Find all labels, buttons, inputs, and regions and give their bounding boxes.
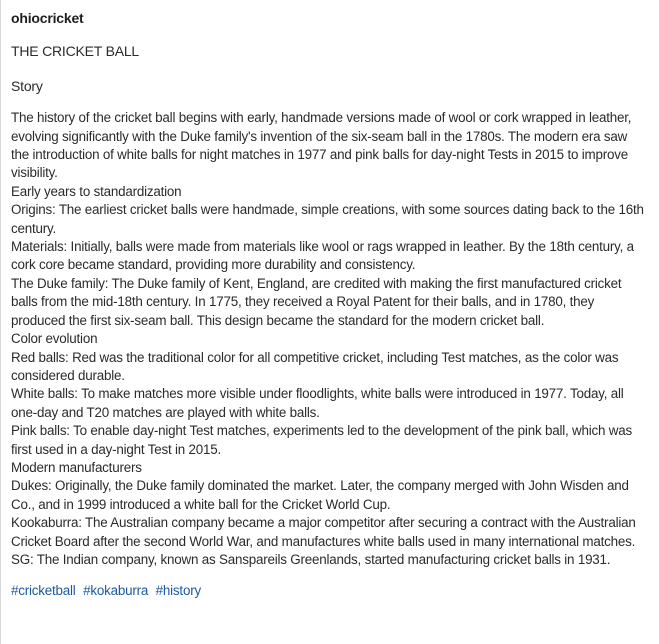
page-title: THE CRICKET BALL <box>11 43 140 60</box>
paragraph-origins: Origins: The earliest cricket balls were handmade, simple creations, with some sources dating back to the 16th century. <box>11 202 644 236</box>
heading-color-evolution: Color evolution <box>11 331 98 347</box>
paragraph-history-intro: The history of the cricket ball begins with early, handmade versions made of wool or cork wrapped in leather, evolving significantly with the Duke family's invention of the six-seam ball in the 1780s. The modern era saw the introduction of white balls for night matches in 1977 and pink balls for day-night Tests in 2015 to improve visibility. <box>11 110 632 181</box>
paragraph-white-balls: White balls: To make matches more visible under floodlights, white balls were introduced in 1977. Today, all one-day and T20 matches are played with white balls. <box>11 386 624 420</box>
story-label: Story <box>11 77 43 94</box>
paragraph-dukes: Dukes: Originally, the Duke family dominated the market. Later, the company merged with John Wisden and Co., and in 1999 introduced a white ball for the Cricket World Cup. <box>11 478 629 512</box>
hashtag-link-history[interactable]: #history <box>155 583 201 599</box>
paragraph-kookaburra: Kookaburra: The Australian company became a major competitor after securing a contract with the Australian Cricket Board after the second World War, and manufactures white balls used in many international matches. <box>11 515 636 549</box>
paragraph-pink-balls: Pink balls: To enable day-night Test matches, experiments led to the development of the pink ball, which was first used in a day-night Test in 2015. <box>11 423 633 457</box>
author-name: ohiocricket <box>11 10 84 26</box>
paragraph-red-balls: Red balls: Red was the traditional color for all competitive cricket, including Test matches, as the color was considered durable. <box>11 349 619 383</box>
story-body <box>11 109 645 569</box>
hashtag-link-cricketball[interactable]: #cricketball <box>11 583 76 599</box>
heading-early-years: Early years to standardization <box>11 183 182 199</box>
paragraph-sg: SG: The Indian company, known as Sanspareils Greenlands, started manufacturing cricket balls in 1931. <box>11 551 611 567</box>
paragraph-duke-family: The Duke family: The Duke family of Kent, England, are credited with making the first manufactured cricket balls from the mid-18th century. In 1775, they received a Royal Patent for their balls, and in 1780, they produced the first six-seam ball. This design became the standard for the modern cricket ball. <box>11 275 622 328</box>
hashtag-row <box>11 582 645 600</box>
hashtag-link-kokaburra[interactable]: #kokaburra <box>83 583 149 599</box>
heading-modern-manufacturers: Modern manufacturers <box>11 459 142 475</box>
paragraph-materials: Materials: Initially, balls were made from materials like wool or rags wrapped in leather. By the 18th century, a cork core became standard, providing more durability and consistency. <box>11 239 634 273</box>
